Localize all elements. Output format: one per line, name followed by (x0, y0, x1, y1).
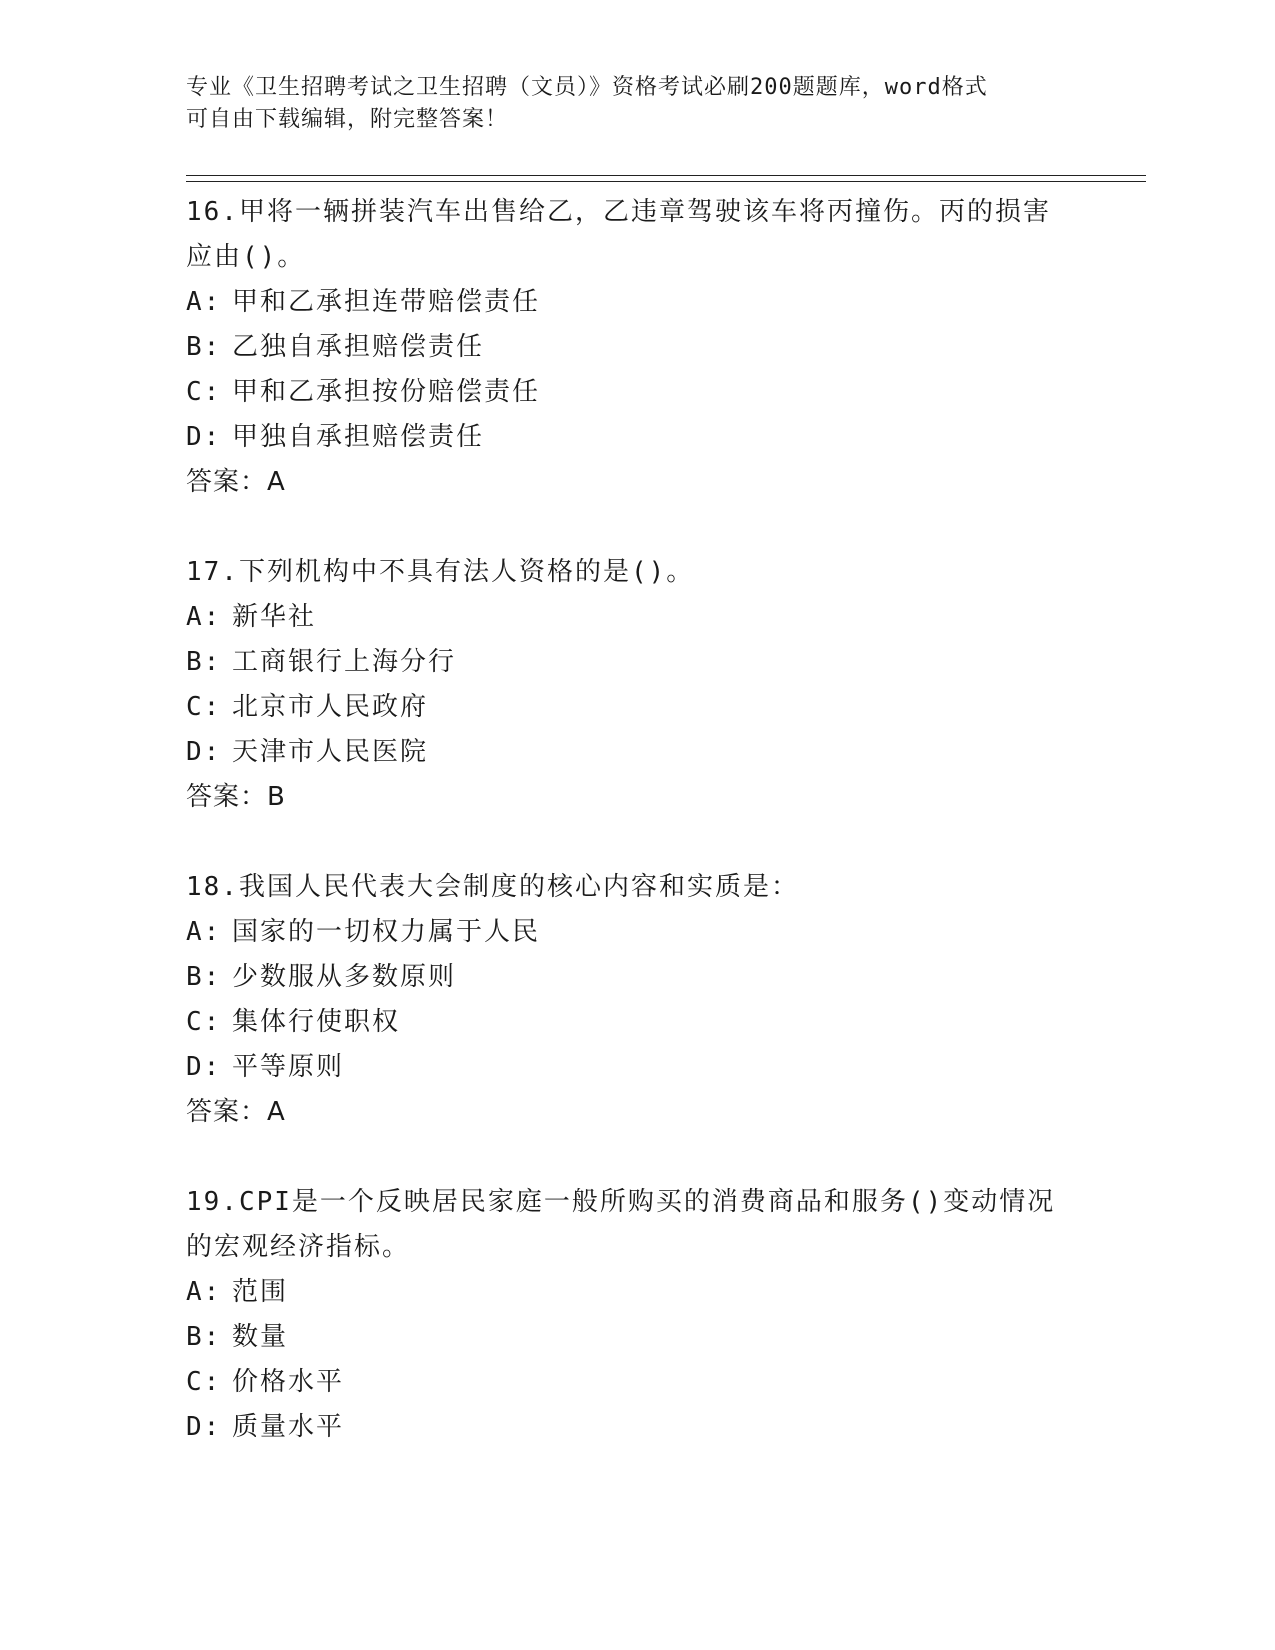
header-line-2: 可自由下载编辑，附完整答案！ (186, 107, 509, 132)
option-c (186, 1360, 1086, 1405)
option-letter: A: (186, 917, 222, 947)
option-text: 少数服从多数原则 (232, 962, 457, 992)
question-16 (186, 190, 1086, 505)
option-letter: C: (186, 1367, 222, 1397)
question-17 (186, 550, 1086, 820)
option-letter: B: (186, 332, 222, 362)
option-text: 甲和乙承担按份赔偿责任 (232, 377, 541, 407)
option-text: 新华社 (232, 602, 317, 632)
option-letter: A: (186, 602, 222, 632)
option-letter: D: (186, 737, 222, 767)
option-b (186, 955, 1086, 1000)
option-text: 乙独自承担赔偿责任 (232, 332, 485, 362)
option-c (186, 1000, 1086, 1045)
option-b (186, 1315, 1086, 1360)
option-text: 国家的一切权力属于人民 (232, 917, 541, 947)
option-letter: D: (186, 422, 222, 452)
option-d (186, 415, 1086, 460)
option-text: 工商银行上海分行 (232, 647, 457, 677)
answer-line: 答案：B (186, 782, 286, 812)
option-d (186, 1045, 1086, 1090)
option-letter: A: (186, 287, 222, 317)
option-text: 数量 (232, 1322, 289, 1352)
option-text: 价格水平 (232, 1367, 345, 1397)
question-stem (186, 865, 1086, 910)
option-a (186, 280, 1086, 325)
header-divider-top (186, 175, 1146, 176)
header-divider-bottom (186, 181, 1146, 182)
question-list (186, 190, 1086, 1495)
option-text: 范围 (232, 1277, 289, 1307)
document-header (186, 72, 1066, 136)
question-stem (186, 1180, 1086, 1270)
option-a (186, 1270, 1086, 1315)
header-line-1: 专业《卫生招聘考试之卫生招聘（文员）》资格考试必刷200题题库，word格式 (186, 75, 988, 100)
answer-line: 答案：A (186, 467, 286, 497)
question-19 (186, 1180, 1086, 1450)
option-letter: C: (186, 377, 222, 407)
option-letter: D: (186, 1412, 222, 1442)
option-c (186, 685, 1086, 730)
option-letter: D: (186, 1052, 222, 1082)
option-letter: C: (186, 692, 222, 722)
option-a (186, 910, 1086, 955)
option-letter: B: (186, 962, 222, 992)
answer-line: 答案：A (186, 1097, 286, 1127)
option-b (186, 640, 1086, 685)
question-stem-line: 应由()。 (186, 242, 306, 272)
question-18 (186, 865, 1086, 1135)
question-stem-line: 16.甲将一辆拼装汽车出售给乙，乙违章驾驶该车将丙撞伤。丙的损害 (186, 197, 1051, 227)
option-d (186, 730, 1086, 775)
option-b (186, 325, 1086, 370)
option-text: 甲和乙承担连带赔偿责任 (232, 287, 541, 317)
option-text: 质量水平 (232, 1412, 345, 1442)
question-stem-line: 18.我国人民代表大会制度的核心内容和实质是： (186, 872, 799, 902)
question-stem-line: 17.下列机构中不具有法人资格的是()。 (186, 557, 695, 587)
option-a (186, 595, 1086, 640)
question-stem-line: 19.CPI是一个反映居民家庭一般所购买的消费商品和服务()变动情况 (186, 1187, 1056, 1217)
option-text: 北京市人民政府 (232, 692, 429, 722)
option-d (186, 1405, 1086, 1450)
question-stem (186, 190, 1086, 280)
option-letter: B: (186, 647, 222, 677)
option-text: 集体行使职权 (232, 1007, 401, 1037)
question-stem (186, 550, 1086, 595)
option-letter: A: (186, 1277, 222, 1307)
question-stem-line: 的宏观经济指标。 (186, 1232, 411, 1262)
option-text: 甲独自承担赔偿责任 (232, 422, 485, 452)
option-letter: C: (186, 1007, 222, 1037)
option-c (186, 370, 1086, 415)
option-letter: B: (186, 1322, 222, 1352)
option-text: 平等原则 (232, 1052, 345, 1082)
option-text: 天津市人民医院 (232, 737, 429, 767)
